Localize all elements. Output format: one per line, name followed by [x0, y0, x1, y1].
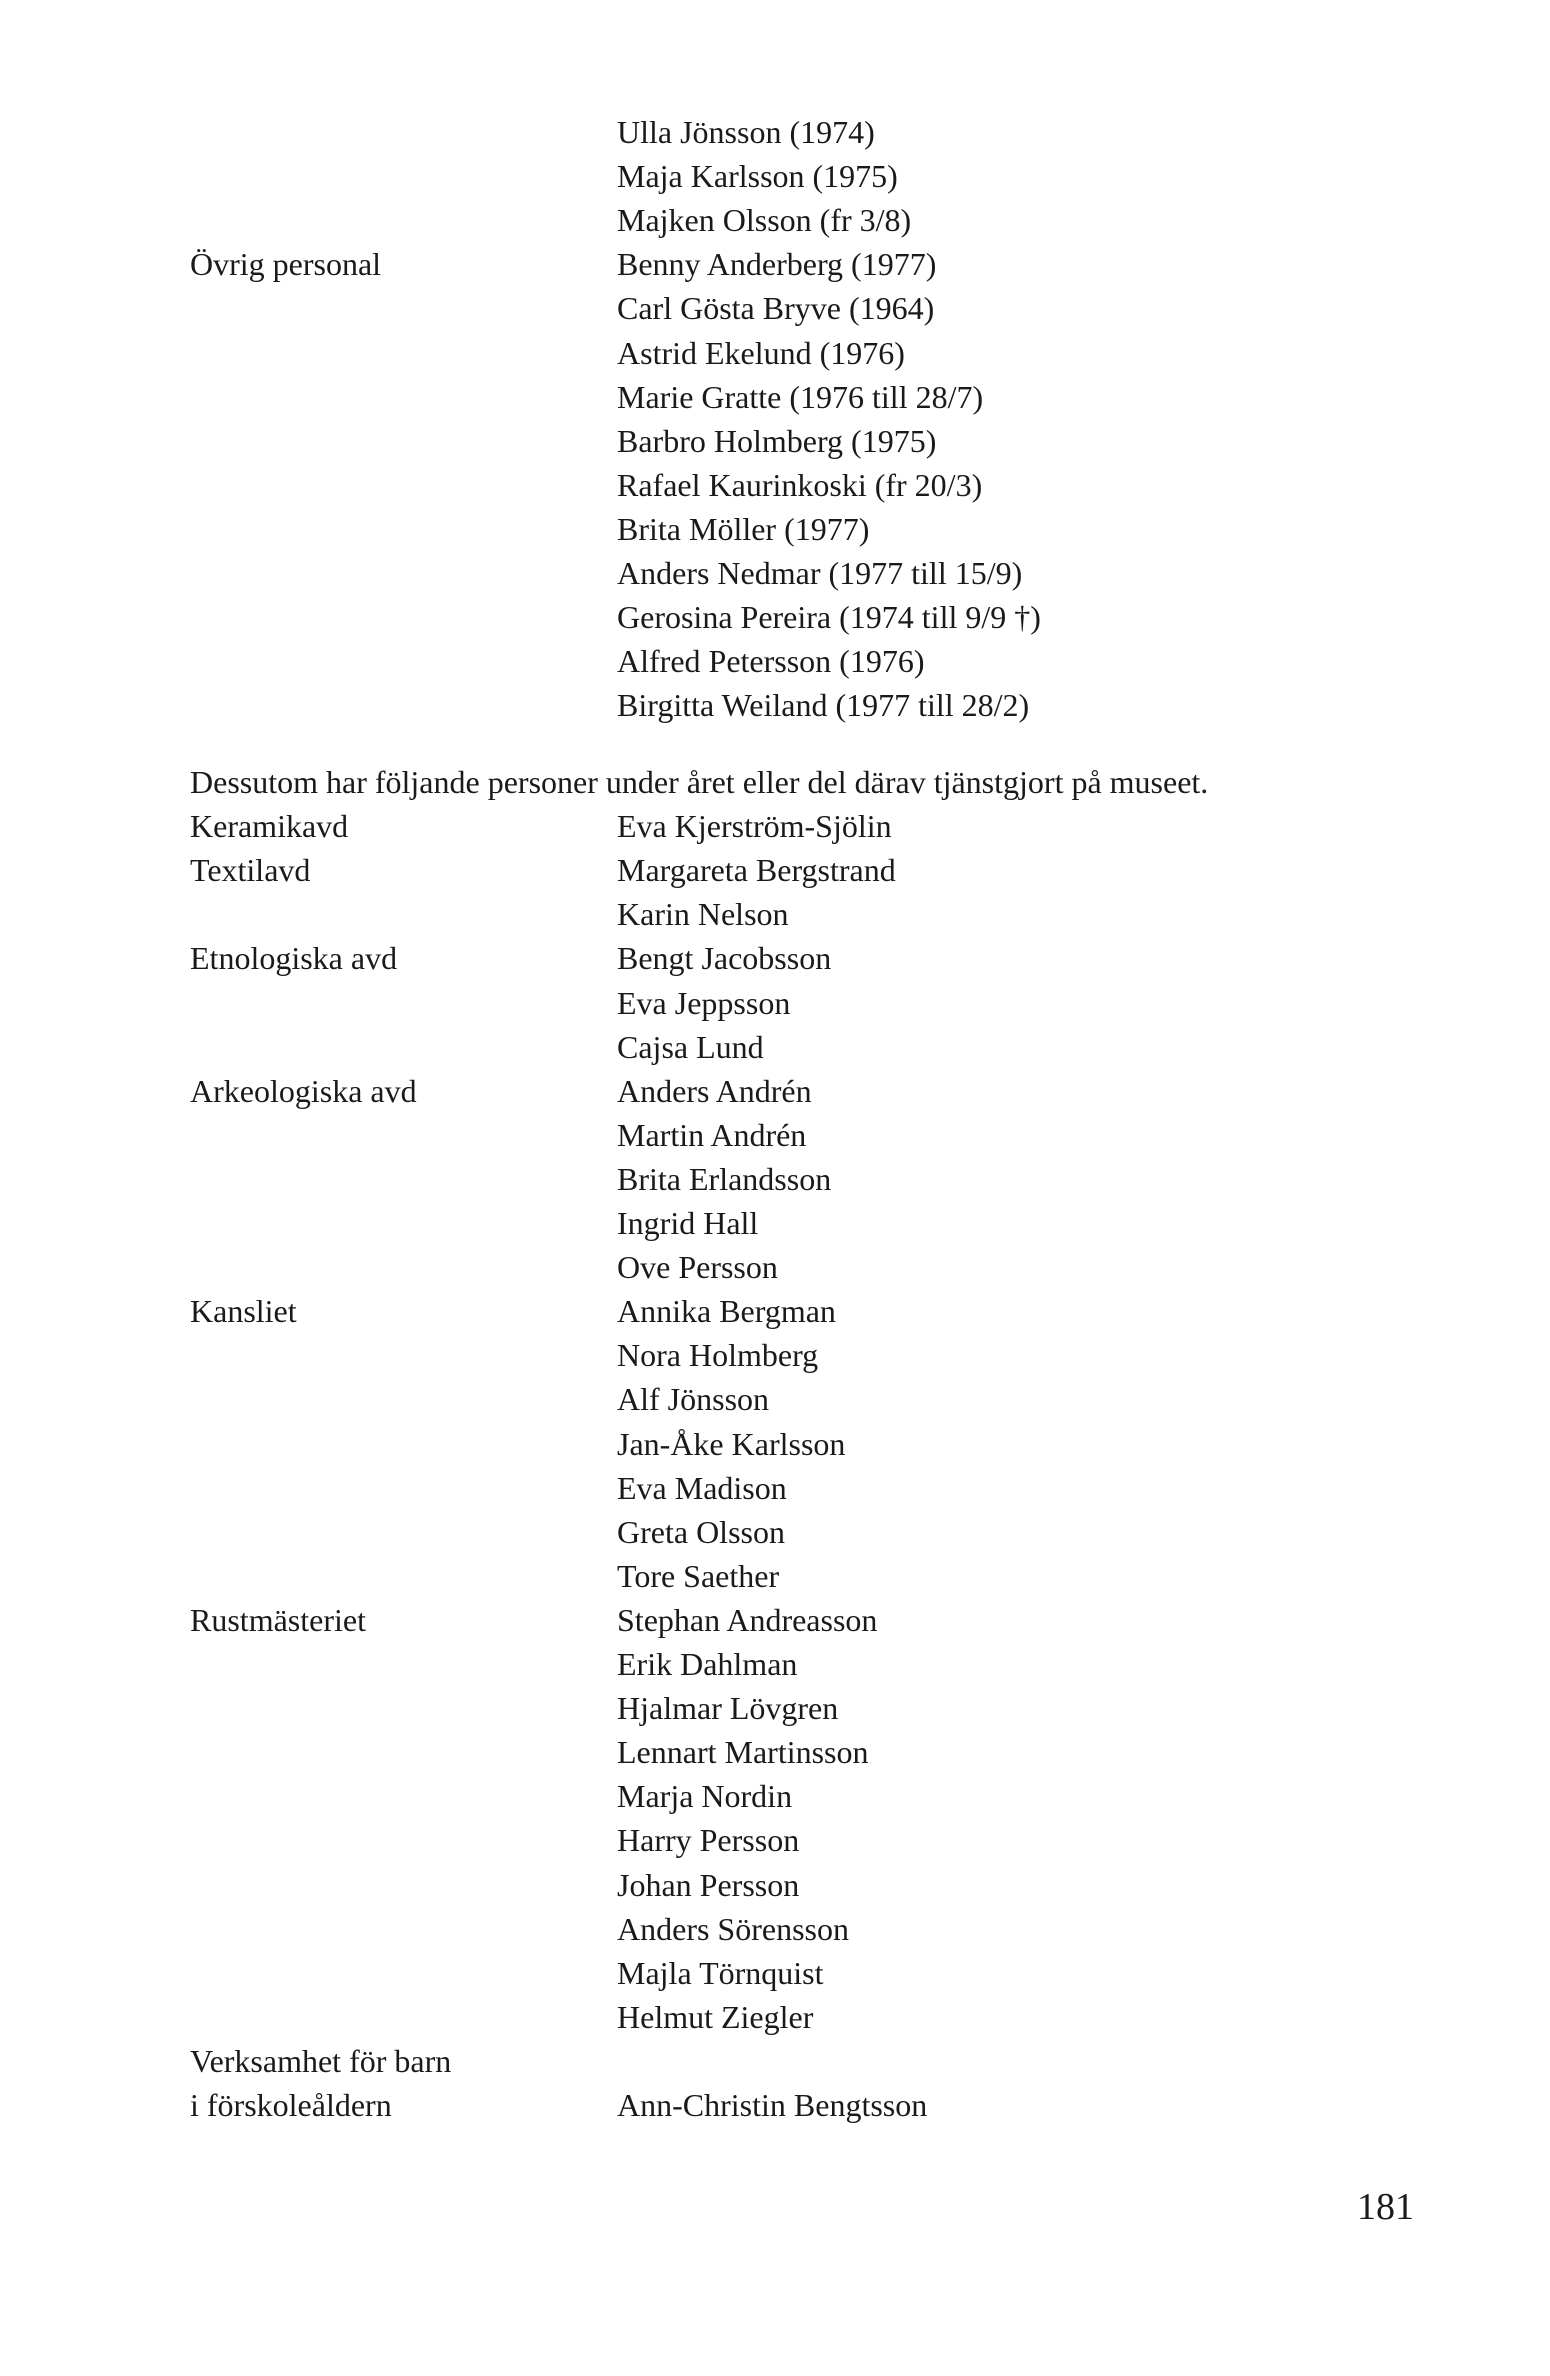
- department-label: Arkeologiska avd: [190, 1072, 417, 1109]
- staff-name: Ingrid Hall: [617, 1205, 759, 1241]
- staff-name: Harry Persson: [617, 1822, 800, 1859]
- staff-name: Maja Karlsson (1975): [617, 158, 898, 195]
- page-number: 181: [1357, 2186, 1414, 2228]
- staff-name: Helmut Ziegler: [617, 1998, 814, 2035]
- staff-name: Martin Andrén: [617, 1116, 807, 1153]
- department-label: Etnologiska avd: [190, 940, 398, 977]
- department-label: Rustmästeriet: [190, 1601, 366, 1638]
- staff-name: Annika Bergman: [617, 1293, 836, 1330]
- staff-name: Hjalmar Lövgren: [617, 1690, 839, 1727]
- staff-name: Karin Nelson: [617, 896, 789, 933]
- staff-name: Ulla Jönsson (1974): [617, 114, 875, 150]
- staff-name: Marja Nordin: [617, 1778, 793, 1815]
- staff-name: Bengt Jacobsson: [617, 940, 832, 977]
- staff-name: Majla Törnquist: [617, 1954, 824, 1991]
- intro-text: Dessutom har följande personer under året eller del därav tjänstgjort på museet.: [190, 764, 1209, 800]
- staff-name: Eva Jeppsson: [617, 984, 791, 1021]
- staff-name: Ove Persson: [617, 1249, 778, 1286]
- staff-name: Gerosina Pereira (1974 till 9/9 †): [617, 599, 1041, 636]
- staff-name: Cajsa Lund: [617, 1028, 764, 1065]
- staff-name: Barbro Holmberg (1975): [617, 422, 937, 459]
- department-label: Textilavd: [190, 852, 311, 889]
- staff-name: Anders Nedmar (1977 till 15/9): [617, 555, 1023, 591]
- staff-name: Astrid Ekelund (1976): [617, 334, 905, 371]
- staff-name: Erik Dahlman: [617, 1646, 798, 1682]
- staff-name: Rafael Kaurinkoski (fr 20/3): [617, 466, 983, 503]
- staff-name: Stephan Andreasson: [617, 1601, 878, 1638]
- staff-name: Alfred Petersson (1976): [617, 643, 925, 680]
- staff-name: Anders Sörensson: [617, 1910, 849, 1947]
- department-label-line1: Verksamhet för barn: [190, 2042, 452, 2079]
- staff-name: Eva Madison: [617, 1469, 787, 1506]
- staff-name: Benny Anderberg (1977): [617, 246, 937, 283]
- staff-name: Lennart Martinsson: [617, 1734, 869, 1771]
- staff-name: Birgitta Weiland (1977 till 28/2): [617, 687, 1030, 724]
- staff-name: Marie Gratte (1976 till 28/7): [617, 378, 984, 415]
- staff-name: Johan Persson: [617, 1866, 800, 1903]
- staff-name: Nora Holmberg: [617, 1337, 819, 1374]
- staff-name: Carl Gösta Bryve (1964): [617, 290, 935, 327]
- staff-name: Brita Möller (1977): [617, 510, 870, 547]
- staff-name: Anders Andrén: [617, 1072, 812, 1109]
- staff-name: Greta Olsson: [617, 1513, 785, 1550]
- department-label: Kansliet: [190, 1293, 297, 1330]
- department-label: Keramikavd: [190, 808, 349, 845]
- staff-name: Jan-Åke Karlsson: [617, 1425, 846, 1462]
- staff-name: Majken Olsson (fr 3/8): [617, 202, 912, 239]
- staff-name: Eva Kjerström-Sjölin: [617, 808, 892, 845]
- staff-name: Margareta Bergstrand: [617, 852, 896, 889]
- staff-name: Alf Jönsson: [617, 1381, 770, 1418]
- staff-name: Brita Erlandsson: [617, 1160, 832, 1197]
- staff-name: Tore Saether: [617, 1557, 780, 1594]
- group-label: Övrig personal: [190, 246, 382, 283]
- staff-name: Ann-Christin Bengtsson: [617, 2087, 928, 2123]
- department-label-line2: i förskoleåldern: [190, 2087, 392, 2123]
